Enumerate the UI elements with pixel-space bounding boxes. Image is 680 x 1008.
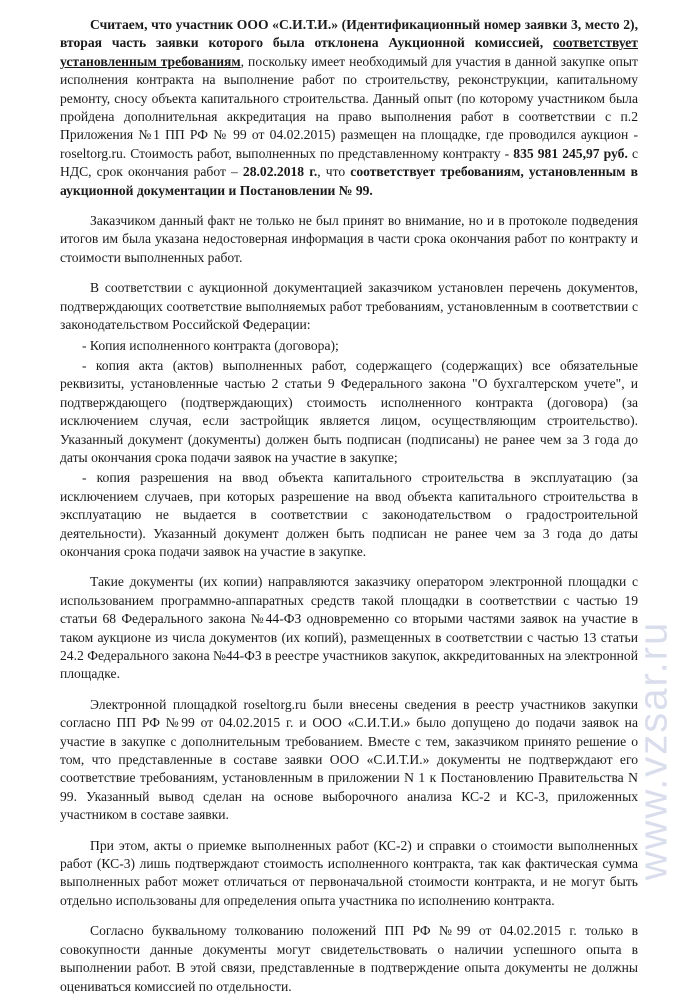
paragraph-5: Электронной площадкой roseltorg.ru были внесены сведения в реестр участников закупки согласно ПП РФ №99 от 04.02.2015 г. и ООО «С.И.Т.И.» было допущено до подачи заявок на участие в закупке с дополнительным требованием. Вместе с тем, заказчиком принято решение о том, что представленные в составе заявки ООО «С.И.Т.И.» документы не подтверждают его соответствие требованиям, установленным в приложении N 1 к Постановлению Правительства N 99. Указанный вывод сделан на основе выборочного анализа КС-2 и КС-3, приложенных участником в составе заявки. <box>60 696 638 823</box>
watermark-text: www.vzsar.ru <box>631 620 676 880</box>
list-item: - Копия исполненного контракта (договора); <box>82 337 339 353</box>
list-item: - копия разрешения на ввод объекта капитального строительства в эксплуатацию (за исключением случаев, при которых разрешение на ввод объекта капитального строительства в эксплуатацию не выдается в соответствии с законодательством о градостроительной деятельности). Указанный документ должен быть подписан не ранее чем за 3 года до даты окончания срока подачи заявок на участие в закупке. <box>60 470 638 559</box>
underlined-conclusion: соответствует установленным требованиям <box>60 35 638 69</box>
bold-conclusion: соответствует требованиям, установленным в аукционной документации и Постановлении № 99. <box>60 164 639 198</box>
paragraph-7: Согласно буквальному толкованию положений ПП РФ №99 от 04.02.2015 г. только в совокупности данные документы могут свидетельствовать о наличии успешного опыта в выполнении работ. В этой связи, представленные в подтверждение опыта документы не должны оцениваться комиссией по отдельности. <box>60 923 638 994</box>
paragraph-text: с НДС, срок окончания работ – <box>60 145 638 180</box>
document-page <box>60 16 638 1008</box>
list-item: - копия акта (актов) выполненных работ, содержащего (содержащих) все обязательные реквизиты, установленные частью 2 статьи 9 Федерального закона "О бухгалтерском учете", и подтверждающего (подтверждающих) стоимость исполненного контракта (договора) (за исключением случая, если застройщик является лицом, осуществляющим строительство). Указанный документ (документы) должен быть подписан (подписаны) не ранее чем за 3 года до даты окончания срока подачи заявок на участие в закупке; <box>60 357 638 465</box>
paragraph-2: Заказчиком данный факт не только не был принят во внимание, но и в протоколе подведения итогов им была указана недостоверная информация в части срока окончания работ по контракту и стоимости выполненных работ. <box>60 213 638 265</box>
paragraph-4: Такие документы (их копии) направляются заказчику оператором электронной площадки с использованием программно-аппаратных средств такой площадки в соответствии с частью 19 статьи 68 Федерального закона №44-ФЗ одновременно со вторыми частями заявок на участие в таком аукционе из числа документов (их копий), размещенных в соответствии с частью 13 статьи 24.2 Федерального закона №44-ФЗ в реестре участников закупок, аккредитованных на электронной площадке. <box>60 574 638 682</box>
contract-amount: 835 981 245,97 руб. <box>513 145 628 161</box>
paragraph-3: В соответствии с аукционной документацией заказчиком установлен перечень документов, подтверждающих соответствие выполняемых работ требованиям, установленным в соответствии с законодательством Российской Федерации: <box>60 280 638 333</box>
paragraph-6: При этом, акты о приемке выполненных работ (КС-2) и справки о стоимости выполненных работ (КС-3) лишь подтверждают стоимость исполненного контракта, так как фактическая сумма выполненных работ может отличаться от первоначальной стоимости контракта, и не могут быть отдельно использованы для определения опыта участника по исполнению контракта. <box>60 837 638 908</box>
bold-intro: Считаем, что участник ООО «С.И.Т.И.» (Идентификационный номер заявки 3, место 2), вторая часть заявки которого была отклонена Аукционной комиссией, <box>60 17 638 51</box>
paragraph-text: , что <box>317 164 351 180</box>
paragraph-1 <box>60 16 638 200</box>
paragraph-text: , поскольку имеет необходимый для участия в данной закупке опыт исполнения контракта на выполнение работ по строительству, реконструкции, капитальному ремонту, сносу объекта капитального строительства. Данный опыт (по которому участником была пройдена дополнительная аккредитация на право выполнения работ в соответствии с п.2 Приложения №1 ПП РФ № 99 от 04.02.2015) размещен на площадке, где проводился аукцион - roseltorg.ru. Стоимость работ, выполненных по представленному контракту - <box>60 53 638 161</box>
watermark <box>631 565 676 935</box>
completion-date: 28.02.2018 г. <box>242 164 318 180</box>
